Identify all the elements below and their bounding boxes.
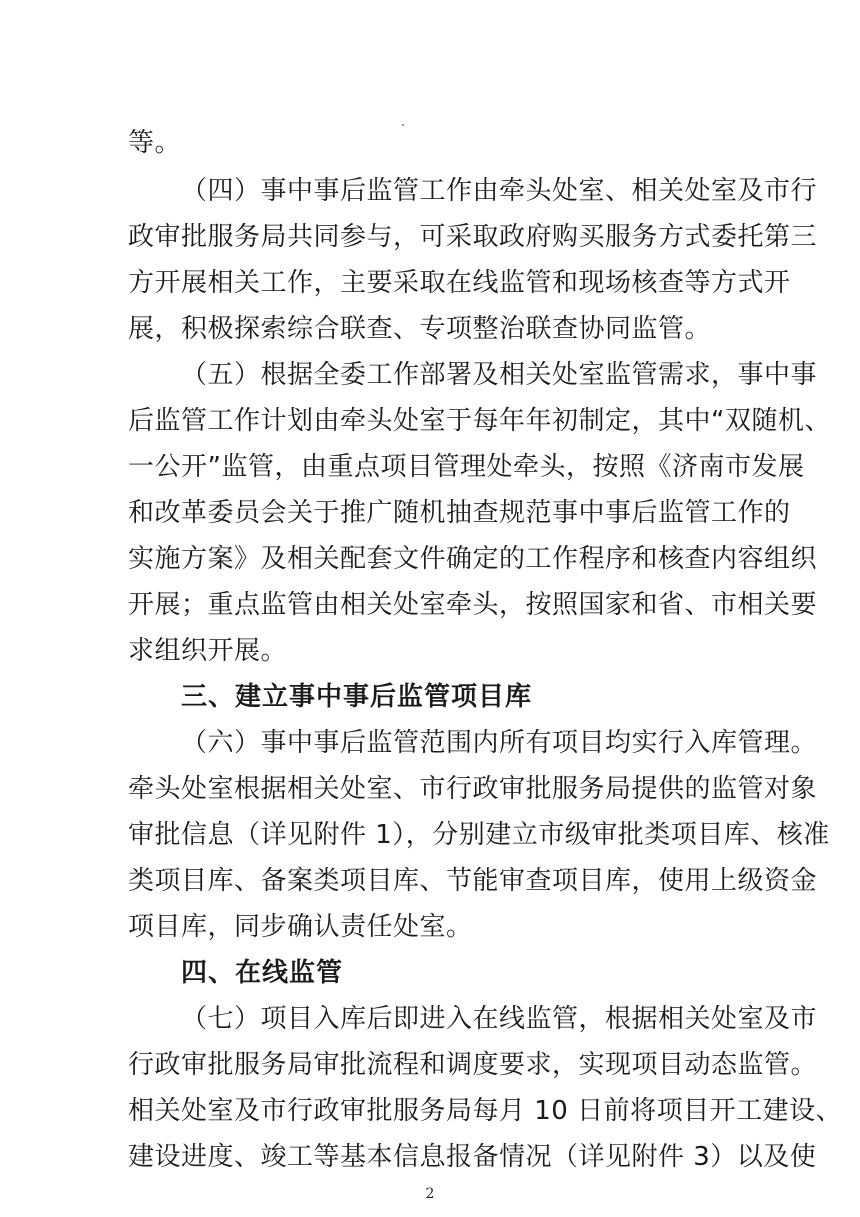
text-line: 开展；重点监管由相关处室牵头，按照国家和省、市相关要	[128, 590, 818, 620]
text-line: 求组织开展。	[128, 636, 288, 666]
section-heading: 四、在线监管	[181, 958, 344, 988]
text-line: （六）事中事后监管范围内所有项目均实行入库管理。	[181, 728, 818, 758]
text-line: 相关处室及市行政审批服务局每月 10 日前将项目开工建设、	[128, 1096, 843, 1126]
text-line: 政审批服务局共同参与，可采取政府购买服务方式委托第三	[128, 222, 818, 252]
text-line: 实施方案》及相关配套文件确定的工作程序和核查内容组织	[128, 544, 818, 574]
text-line: 后监管工作计划由牵头处室于每年年初制定，其中“双随机、	[128, 406, 831, 436]
text-line: 一公开”监管，由重点项目管理处牵头，按照《济南市发展	[128, 452, 805, 482]
text-line: 方开展相关工作，主要采取在线监管和现场核查等方式开	[128, 268, 791, 298]
section-heading: 三、建立事中事后监管项目库	[181, 682, 533, 712]
text-line: 牵头处室根据相关处室、市行政审批服务局提供的监管对象	[128, 774, 818, 804]
text-line: 等。	[128, 128, 182, 158]
text-line: 行政审批服务局审批流程和调度要求，实现项目动态监管。	[128, 1050, 818, 1080]
text-line: 建设进度、竣工等基本信息报备情况（详见附件 3）以及使	[128, 1142, 817, 1172]
text-line: 项目库，同步确认责任处室。	[128, 912, 473, 942]
text-line: 类项目库、备案类项目库、节能审查项目库，使用上级资金	[128, 866, 818, 896]
text-line: （七）项目入库后即进入在线监管，根据相关处室及市	[181, 1004, 818, 1034]
scan-speck	[402, 124, 404, 126]
text-line: （四）事中事后监管工作由牵头处室、相关处室及市行	[181, 176, 818, 206]
text-line: 展，积极探索综合联查、专项整治联查协同监管。	[128, 314, 712, 344]
page-number: 2	[425, 1186, 435, 1202]
text-line: 审批信息（详见附件 1），分别建立市级审批类项目库、核准	[128, 820, 830, 850]
text-line: 和改革委员会关于推广随机抽查规范事中事后监管工作的	[128, 498, 791, 528]
text-line: （五）根据全委工作部署及相关处室监管需求，事中事	[181, 360, 818, 390]
